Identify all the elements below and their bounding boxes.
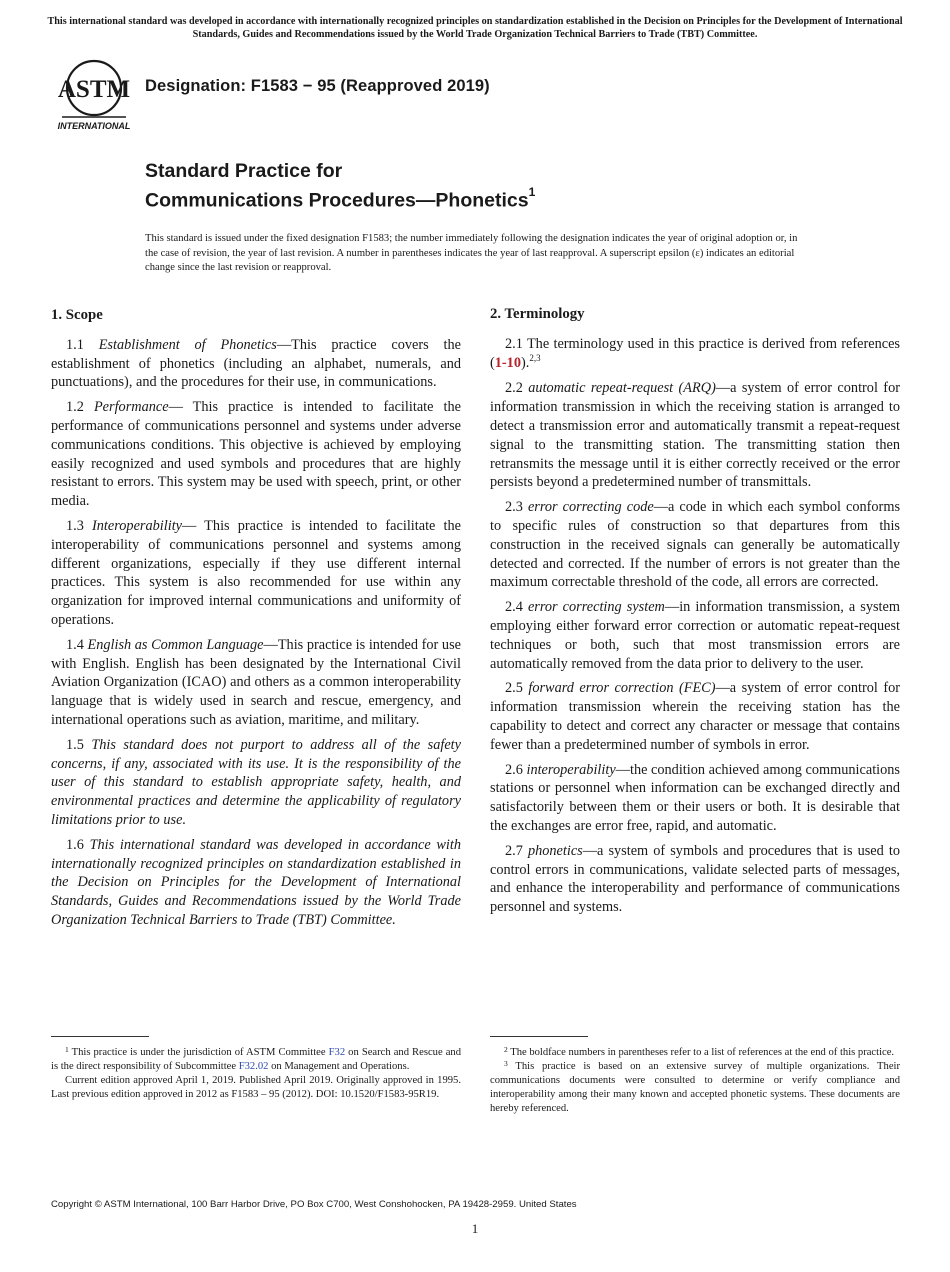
standard-notice: This international standard was developed in accordance with internationally recognized principles on standardization established in the Decision on Principles for the Development of International Standards, Guides and Recommendations issued by the World Trade Organization Technical Barriers to Trade (TBT) Committee. — [47, 16, 903, 40]
section-1-6: 1.6 This international standard was developed in accordance with internationally recognized principles on standardization established in the Decision on Principles for the Development of International Standards, Guides and Recommendations issued by the World Trade Organization Technical Barriers to Trade (TBT) Committee. — [51, 836, 462, 928]
section-2-1: 2.1 The terminology used in this practice is derived from references (1-10).$^{2,3}$ — [490, 335, 900, 371]
logo-subtext: INTERNATIONAL — [57, 121, 131, 131]
references-link[interactable]: 1-10 — [494, 354, 521, 371]
section-1-5: 1.5 This standard does not purport to address all of the safety concerns, if any, associated with its use. It is the responsibility of the user of this standard to establish appropriate safety, health, and environmental practices and determine the applicability of regulatory limitations prior to use. — [51, 736, 461, 828]
footnote-1: $^1$ This practice is under the jurisdiction of ASTM Committee F32 on Search and Rescue and is the direct responsibility of Subcommittee F32.02 on Management and Operations. — [51, 1045, 462, 1072]
terminology-section — [490, 305, 900, 917]
terminology-heading: 2. Terminology — [490, 306, 585, 322]
section-1-4: 1.4 English as Common Language—This practice is intended for use with English. English has been designated by the International Civil Aviation Organization (ICAO) and others as a common interoperability language that is widely used in search and rescue, emergency, and international operations such as aviation, maritime, and military. — [51, 636, 461, 728]
footnotes-right — [490, 1046, 900, 1116]
logo-wordmark: ASTM — [57, 76, 131, 103]
scope-section — [51, 306, 461, 936]
edition-note: Current edition approved April 1, 2019. Published April 2019. Originally approved in 1995. Last previous edition approved in 2012 as F1583 – 95 (2012). DOI: 10.1520/F1583-95R19. — [51, 1075, 461, 1100]
footnote-markers-2-3[interactable]: 2,3 — [529, 352, 541, 363]
footnote-3: $^3$ This practice is based on an extensive survey of multiple organizations. Their communications documents were consulted to determine or verify compliance and interoperability among their many known and accepted phonetic systems. These documents are hereby referenced. — [490, 1059, 900, 1114]
designation: Designation: F1583 − 95 (Reapproved 2019) — [145, 77, 490, 95]
section-1-3: 1.3 Interoperability— This practice is intended to facilitate the interoperability of communications personnel and systems among different organizations, especially if they use different internal practices. This system is also recommended for use within any organization for improved internal communications and uniformity of operations. — [51, 517, 461, 628]
section-2-5: 2.5 forward error correction (FEC)—a system of error control for information transmission wherein the receiving station has the capability to detect and correct any character or message that contains fewer than a predetermined number of symbols in error. — [490, 680, 900, 753]
intro-paragraph: This standard is issued under the fixed designation F1583; the number immediately following the designation indicates the year of original adoption or, in the case of revision, the year of last revision. A number in parentheses indicates the year of last reapproval. A superscript epsilon (ε) indicates an editorial change since the last revision or reapproval. — [145, 233, 798, 273]
title-footnote-marker[interactable]: 1 — [528, 185, 536, 199]
title-line-2: Communications Procedures—Phonetics$^1$ — [145, 185, 536, 212]
title-line-1: Standard Practice for — [145, 160, 343, 182]
section-2-7: 2.7 phonetics—a system of symbols and procedures that is used to control errors in communications, validate selected parts of messages, and enhance the interoperability and performance of communications personnel and systems. — [490, 842, 900, 916]
section-2-4: 2.4 error correcting system—in information transmission, a system employing either forward error correction or automatic repeat-request techniques or both, such that most transmission errors are automatically removed from the data prior to delivery to the user. — [490, 599, 900, 672]
scope-heading: 1. Scope — [51, 307, 103, 323]
section-1-2: 1.2 Performance— This practice is intended to facilitate the performance of communications personnel and systems under adverse communications conditions. This objective is achieved by employing easily recognized and used symbols and procedures that are highly resistant to errors. This system may be used with speech, print, or other media. — [51, 399, 461, 510]
section-1-1: 1.1 Establishment of Phonetics—This practice covers the establishment of phonetics (including an alphabet, numerals, and punctuations), and the procedures for their use, in communications. — [51, 336, 461, 391]
subcommittee-f32-02-link[interactable]: F32.02 — [238, 1061, 269, 1072]
footnotes-left — [51, 1046, 461, 1102]
footnote-2: $^2$ The boldface numbers in parentheses refer to a list of references at the end of this practice. — [504, 1045, 895, 1058]
page-number: 1 — [471, 1221, 479, 1236]
astm-logo — [54, 57, 134, 132]
section-2-2: 2.2 automatic repeat-request (ARQ)—a system of error control for information transmission in which the receiving station is arranged to detect a transmission error and automatically transmit a repeat-request signal to the transmitting station. The transmitting station then retransmits the message until it is either correctly received or the error persists beyond a predetermined number of transmittals. — [490, 380, 900, 491]
section-2-3: 2.3 error correcting code—a code in which each symbol conforms to specific rules of construction so that departures from this construction in the received signals can generally be automatically detected and corrected. If the number of errors is not greater than the maximum correctable threshold of the code, all errors are corrected. — [490, 499, 901, 591]
footnote-rule-left — [51, 1036, 149, 1037]
copyright-line: Copyright © ASTM International, 100 Barr Harbor Drive, PO Box C700, West Conshohocken, PA 19428-2959. United States — [51, 1199, 577, 1210]
committee-f32-link[interactable]: F32 — [328, 1047, 346, 1058]
section-2-6: 2.6 interoperability—the condition achieved among communications stations or personnel when information can be exchanged directly and satisfactorily between them or their users or both. It is desirable that the exchanges are error free, rapid, and automatic. — [490, 761, 901, 834]
footnote-rule-right — [490, 1036, 588, 1037]
document-title — [145, 159, 535, 213]
